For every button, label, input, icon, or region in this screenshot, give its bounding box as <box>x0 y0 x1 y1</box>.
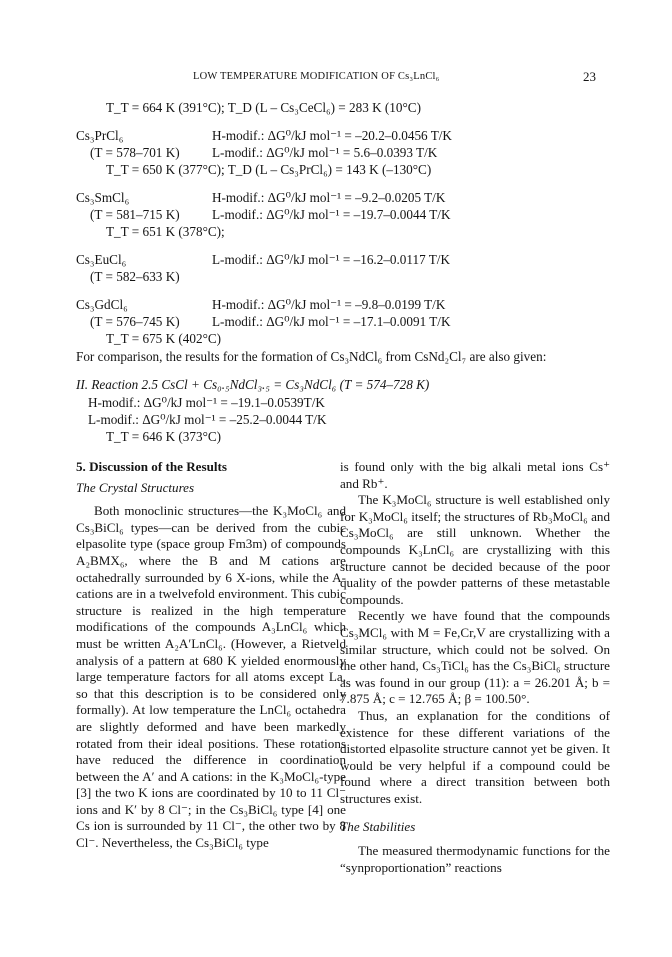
comparison-sentence: For comparison, the results for the formation of Cs₃NdCl₆ from CsNd₂Cl₇ are also given: <box>76 349 547 364</box>
subheading-crystal-structures: The Crystal Structures <box>76 479 195 495</box>
eq-h-modif: H-modif.: ΔG⁰/kJ mol⁻¹ = –9.2–0.0205 T/K <box>212 190 446 205</box>
eq-l-modif: L-modif.: ΔG⁰/kJ mol⁻¹ = –25.2–0.0044 T/K <box>88 412 327 427</box>
paragraph: The measured thermodynamic functions for the “synproportionation” reactions <box>340 843 610 875</box>
compound-label: Cs₃PrCl₆ <box>76 128 124 143</box>
paragraph: Both monoclinic structures—the K₃MoCl₆ and Cs₃BiCl₆ types—can be derived from the cubic elpasolite type (space group Fm3m) of compounds A₂BMX₆, where the B and M cations are octahedrally surrounded by 6 X-ions, while the A-cations are in a twelvefold environment. This cubic structure is realized in the high temperature modifications of the compounds A₃LnCl₆ which must be written A₂A′LnCl₆. (However, a Rietveld analysis of a pattern at 680 K yielded enormously large temperature factors for all atoms except La, so that this description is to be considered only formally). At low temperature the LnCl₆ octahedra are slightly deformed and have been markedly rotated from their ideal positions. These rotations have reduced the difference in coordination between the A′ and A cations: in the K₃MoCl₆-type [3] the two K ions are coordinated by 10 to 11 Cl⁻ ions and K′ by 8 Cl⁻; in the Cs₃BiCl₆ type [4] one Cs ion is surrounded by 11 Cl⁻, the other two by 8 Cl⁻. Nevertheless, the Cs₃BiCl₆ type <box>76 503 346 851</box>
temperature-range: (T = 578–701 K) <box>90 145 180 160</box>
transition-line: T_T = 650 K (377°C); T_D (L – Cs₃PrCl₆) = 143 K (–130°C) <box>106 162 432 177</box>
transition-line: T_T = 675 K (402°C) <box>106 331 222 346</box>
paragraph: Recently we have found that the compounds Cs₃MCl₆ with M = Fe,Cr,V are crystallizing with a similar structure, which could not be solved. On the other hand, Cs₃TiCl₆ has the Cs₃BiCl₆ structure as was found in our group (11): a = 26.201 Å; b = 7.875 Å; c = 12.765 Å; β = 100.50°. <box>340 608 610 707</box>
eq-h-modif: H-modif.: ΔG⁰/kJ mol⁻¹ = –19.1–0.0539T/K <box>88 395 325 410</box>
eq-l-modif: L-modif.: ΔG⁰/kJ mol⁻¹ = 5.6–0.0393 T/K <box>212 145 438 160</box>
page-number: 23 <box>583 69 596 84</box>
temperature-range: (T = 582–633 K) <box>90 269 180 284</box>
paragraph: Thus, an explanation for the conditions of existence for these different variations of the distorted elpasolite structure cannot yet be given. It would be very helpful if a compound could be found where a direct transition between both structures exist. <box>340 707 610 806</box>
eq-h-modif: H-modif.: ΔG⁰/kJ mol⁻¹ = –9.8–0.0199 T/K <box>212 297 446 312</box>
temperature-range: (T = 576–745 K) <box>90 314 180 329</box>
left-column <box>76 459 346 852</box>
eq-h-modif: H-modif.: ΔG⁰/kJ mol⁻¹ = –20.2–0.0456 T/K <box>212 128 452 143</box>
compound-label: Cs₃SmCl₆ <box>76 190 130 205</box>
compound-label: Cs₃GdCl₆ <box>76 297 128 312</box>
eq-l-modif: L-modif.: ΔG⁰/kJ mol⁻¹ = –19.7–0.0044 T/K <box>212 207 451 222</box>
right-column <box>340 459 610 876</box>
running-title: LOW TEMPERATURE MODIFICATION OF Cs₃LnCl₆ <box>193 71 440 82</box>
eq-l-modif: L-modif.: ΔG⁰/kJ mol⁻¹ = –17.1–0.0091 T/K <box>212 314 451 329</box>
transition-line: T_T = 651 K (378°C); <box>106 224 225 239</box>
eq-line-1: T_T = 664 K (391°C); T_D (L – Cs₃CeCl₆) = 283 K (10°C) <box>106 100 421 115</box>
paragraph: The K₃MoCl₆ structure is well established only for K₃MoCl₆ itself; the structures of Rb₃MoCl₆ and Cs₃MoCl₆ are still unknown. Whether the compounds K₃LnCl₆ are crystallizing with this structure cannot be decided because of the poor quality of the powder patterns of these metastable compounds. <box>340 492 610 607</box>
transition-line: T_T = 646 K (373°C) <box>106 429 222 444</box>
paragraph: is found only with the big alkali metal ions Cs⁺ and Rb⁺. <box>340 459 610 491</box>
compound-label: Cs₃EuCl₆ <box>76 252 127 267</box>
reaction-ii-line: II. Reaction 2.5 CsCl + Cs₀.₅NdCl₃.₅ = Cs₃NdCl₆ (T = 574–728 K) <box>76 377 430 392</box>
subheading-stabilities: The Stabilities <box>340 819 416 835</box>
section-heading: 5. Discussion of the Results <box>76 459 227 474</box>
eq-l-modif: L-modif.: ΔG⁰/kJ mol⁻¹ = –16.2–0.0117 T/K <box>212 252 450 267</box>
spacer <box>340 807 610 817</box>
temperature-range: (T = 581–715 K) <box>90 207 180 222</box>
